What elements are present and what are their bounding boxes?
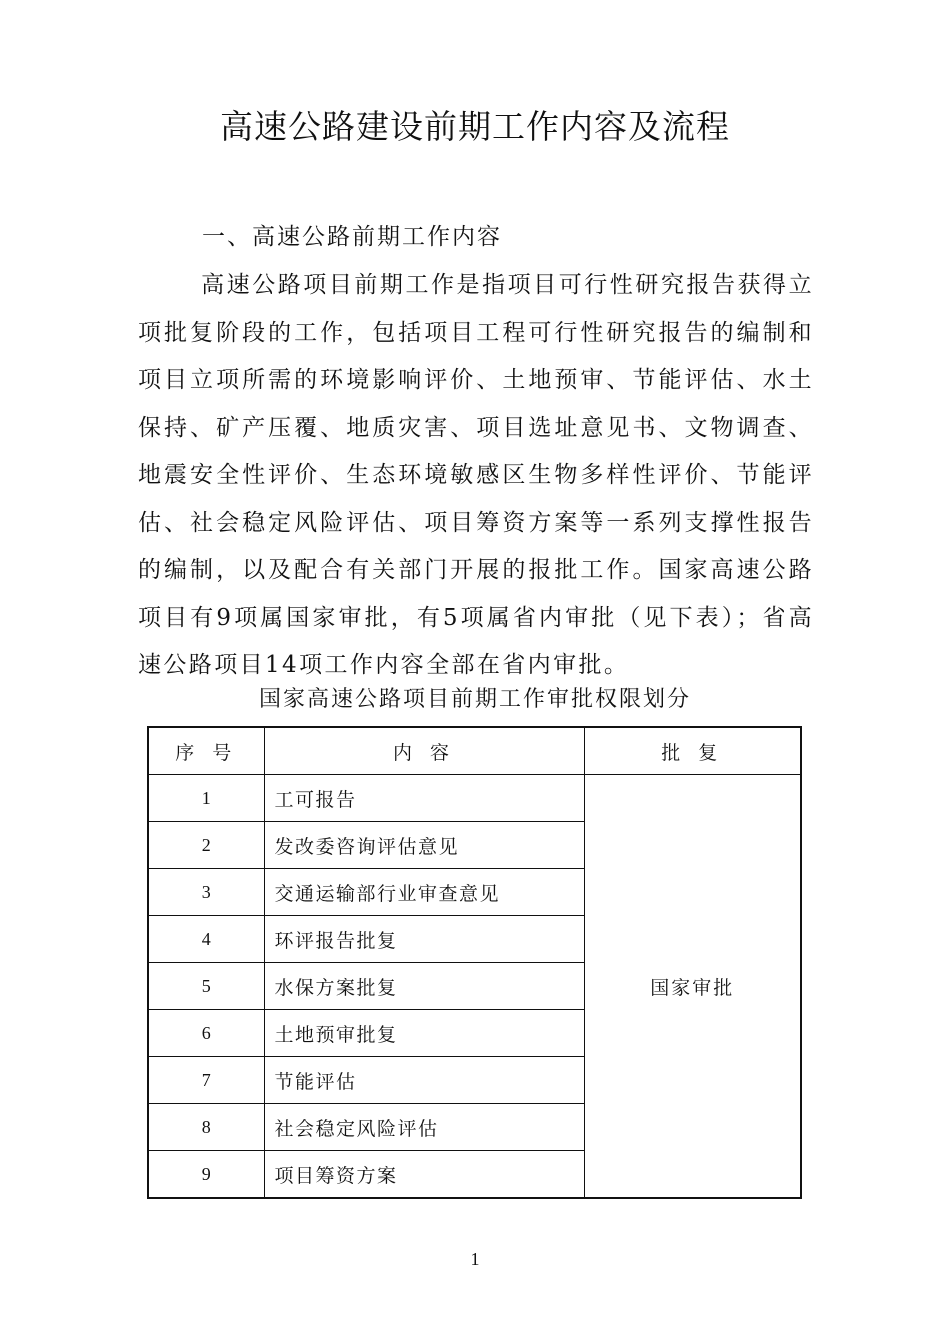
table-row xyxy=(148,775,801,822)
document-title: 高速公路建设前期工作内容及流程 xyxy=(220,107,730,146)
row-number: 2 xyxy=(148,822,264,869)
header-approval: 批 复 xyxy=(584,727,801,775)
row-content: 发改委咨询评估意见 xyxy=(264,822,584,869)
row-content: 土地预审批复 xyxy=(264,1010,584,1057)
row-content: 交通运输部行业审查意见 xyxy=(264,869,584,916)
row-content: 社会稳定风险评估 xyxy=(264,1104,584,1151)
header-number: 序 号 xyxy=(148,727,264,775)
approval-table xyxy=(147,726,802,1199)
row-number: 3 xyxy=(148,869,264,916)
row-number: 8 xyxy=(148,1104,264,1151)
page-number: 1 xyxy=(470,1249,480,1269)
row-content: 环评报告批复 xyxy=(264,916,584,963)
row-content: 项目筹资方案 xyxy=(264,1151,584,1199)
paragraph-text: 高速公路项目前期工作是指项目可行性研究报告获得立项批复阶段的工作，包括项目工程可行性研究报告的编制和项目立项所需的环境影响评价、土地预审、节能评估、水土保持、矿产压覆、地质灾害、项目选址意见书、文物调查、地震安全性评价、生态环境敏感区生物多样性评价、节能评估、社会稳定风险评估、项目筹资方案等一系列支撑性报告的编制，以及配合有关部门开展的报批工作。国家高速公路项目有9项属国家审批，有5项属省内审批（见下表）；省高速公路项目14项工作内容全部在省内审批。 xyxy=(138,272,814,678)
row-number: 7 xyxy=(148,1057,264,1104)
approval-cell: 国家审批 xyxy=(584,775,801,1199)
body-paragraph xyxy=(138,262,814,690)
header-content: 内 容 xyxy=(264,727,584,775)
table-caption: 国家高速公路项目前期工作审批权限划分 xyxy=(258,687,691,712)
row-number: 6 xyxy=(148,1010,264,1057)
row-number: 5 xyxy=(148,963,264,1010)
row-number: 9 xyxy=(148,1151,264,1199)
section-heading: 一、高速公路前期工作内容 xyxy=(202,224,502,250)
row-content: 水保方案批复 xyxy=(264,963,584,1010)
row-content: 工可报告 xyxy=(264,775,584,822)
row-content: 节能评估 xyxy=(264,1057,584,1104)
row-number: 4 xyxy=(148,916,264,963)
row-number: 1 xyxy=(148,775,264,822)
table-header-row xyxy=(148,727,801,775)
